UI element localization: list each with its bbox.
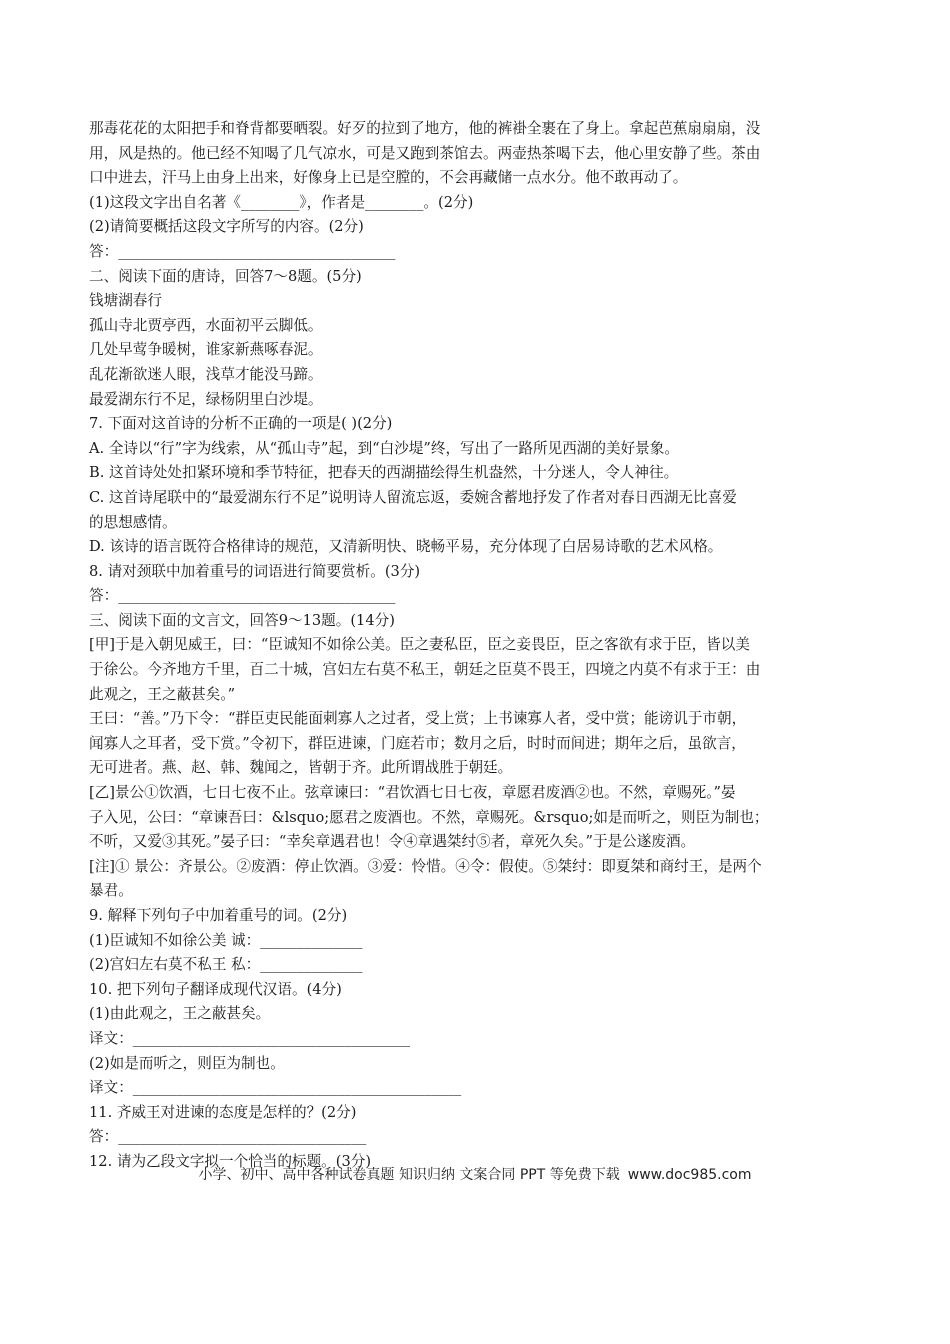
- text-line: 三、阅读下面的文言文，回答9～13题。(14分): [89, 611, 395, 629]
- text-line: (1)这段文字出自名著《________》，作者是________。(2分): [89, 193, 474, 211]
- text-line: 子入见，公曰：“章谏吾曰：&lsquo;愿君之废酒也。不然，章赐死。&rsquo;如是而听之，则臣为制也；: [89, 808, 769, 826]
- text-line: 几处早莺争暖树，谁家新燕啄春泥。: [89, 341, 323, 359]
- text-line: 12. 请为乙段文字拟一个恰当的标题。(3分): [89, 1152, 372, 1170]
- text-line: 答：__________________________________: [89, 1128, 367, 1146]
- page-footer: [0, 1163, 950, 1187]
- text-line: (1)由此观之，王之蔽甚矣。: [89, 1005, 271, 1023]
- footer-text: 小学、初中、高中各种试卷真题 知识归纳 文案合同 PPT 等免费下载: [198, 1167, 620, 1183]
- text-line: 8. 请对颈联中加着重号的词语进行简要赏析。(3分): [89, 562, 421, 580]
- text-line: 那毒花花的太阳把手和脊背都要晒裂。好歹的拉到了地方，他的裤褂全裹在了身上。拿起芭蕉扇扇扇，没: [89, 120, 761, 137]
- text-line: B. 这首诗处处扣紧环境和季节特征，把春天的西湖描绘得生机盎然，十分迷人，令人神往。: [89, 464, 679, 482]
- text-line: (2)如是而听之，则臣为制也。: [89, 1054, 285, 1072]
- text-line: 暴君。: [89, 882, 133, 900]
- text-line: 的思想感情。: [89, 513, 177, 531]
- text-line: 钱塘湖春行: [89, 292, 162, 310]
- text-line: 9. 解释下列句子中加着重号的词。(2分): [89, 907, 348, 924]
- text-line: 用，风是热的。他已经不知喝了几气凉水，可是又跑到茶馆去。两壶热茶喝下去，他心里安静了些。茶由: [89, 144, 761, 162]
- footer-url: www.doc985.com: [627, 1167, 752, 1183]
- text-line: 无可进者。燕、赵、韩、魏闻之，皆朝于齐。此所谓战胜于朝廷。: [89, 759, 513, 777]
- text-line: 不听，又爱③其死。”晏子曰：“幸矣章遇君也！令④章遇桀纣⑤者，章死久矣。”于是公遂废酒。: [89, 833, 696, 851]
- text-line: 答：______________________________________: [89, 587, 396, 605]
- text-line: 王曰：“善。”乃下令：“群臣吏民能面刺寡人之过者，受上赏；上书谏寡人者，受中赏；能谤讥于市朝，: [89, 710, 747, 728]
- text-line: 孤山寺北贾亭西，水面初平云脚低。: [89, 316, 323, 334]
- text-line: 此观之，王之蔽甚矣。”: [89, 685, 236, 703]
- text-line: 口中进去，汗马上由身上出来，好像身上已是空膛的，不会再藏储一点水分。他不敢再动了。: [89, 169, 688, 187]
- text-line: 答：______________________________________: [89, 242, 396, 260]
- text-line: 译文：______________________________________: [89, 1029, 411, 1047]
- text-line: 7. 下面对这首诗的分析不正确的一项是( )(2分): [89, 415, 393, 433]
- text-line: [甲]于是入朝见威王，曰：“臣诚知不如徐公美。臣之妻私臣，臣之妾畏臣，臣之客欲有求于臣，皆以美: [89, 636, 750, 654]
- text-line: 于徐公。今齐地方千里，百二十城，宫妇左右莫不私王，朝廷之臣莫不畏王，四境之内莫不有求于王：由: [89, 661, 761, 679]
- text-line: (2)宫妇左右莫不私王 私：______________: [89, 956, 363, 974]
- text-line: 译文：_____________________________________________: [89, 1079, 462, 1097]
- text-line: 乱花渐欲迷人眼，浅草才能没马蹄。: [89, 365, 323, 383]
- text-line: [注]① 景公：齐景公。②废酒：停止饮酒。③爱：怜惜。④令：假使。⑤桀纣：即夏桀和商纣王，是两个: [89, 857, 762, 875]
- text-line: 闻寡人之耳者，受下赏。”令初下，群臣进谏，门庭若市；数月之后，时时而间进；期年之后，虽欲言，: [89, 734, 746, 752]
- text-line: (1)臣诚知不如徐公美 诚：______________: [89, 931, 363, 949]
- text-line: 11. 齐威王对进谏的态度是怎样的？(2分): [89, 1103, 357, 1121]
- text-line: 10. 把下列句子翻译成现代汉语。(4分): [89, 980, 342, 998]
- text-line: D. 该诗的语言既符合格律诗的规范，又清新明快、晓畅平易，充分体现了白居易诗歌的艺术风格。: [89, 538, 723, 556]
- text-line: 二、阅读下面的唐诗，回答7～8题。(5分): [89, 267, 362, 285]
- text-line: 最爱湖东行不足，绿杨阴里白沙堤。: [89, 390, 323, 408]
- text-line: A. 全诗以“行”字为线索，从“孤山寺”起，到“白沙堤”终，写出了一路所见西湖的美好景象。: [89, 439, 679, 457]
- exam-text-body: [89, 117, 865, 1175]
- text-line: C. 这首诗尾联中的“最爱湖东行不足”说明诗人留流忘返，委婉含蓄地抒发了作者对春日西湖无比喜爱: [89, 488, 737, 506]
- text-line: [乙]景公①饮酒，七日七夜不止。弦章谏曰：“君饮酒七日七夜，章愿君废酒②也。不然，章赐死。”晏: [89, 784, 736, 802]
- text-line: (2)请简要概括这段文字所写的内容。(2分): [89, 218, 364, 236]
